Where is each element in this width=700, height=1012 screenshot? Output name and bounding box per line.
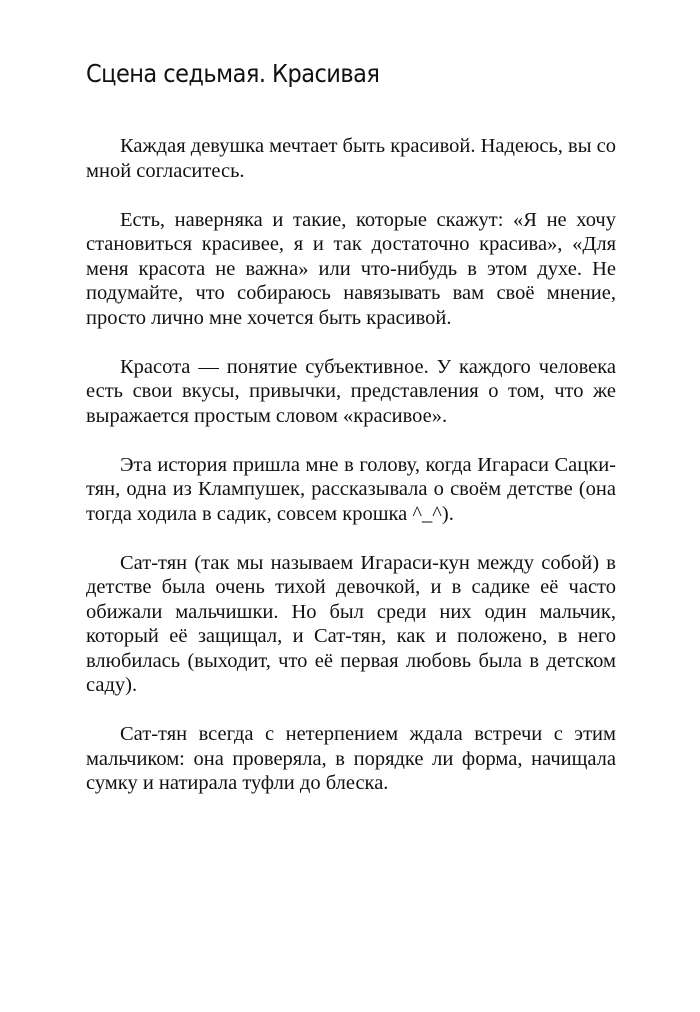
paragraph: Сат-тян всегда с нетерпением ждала встречи с этим мальчиком: она проверяла, в порядке ли форма, начищала сумку и натирала туфли до блеска. <box>86 723 616 794</box>
paragraph: Эта история пришла мне в голову, когда Игараси Сацки-тян, одна из Клампушек, рассказывала о своём детстве (она тогда ходила в садик, совсем крошка ^_^). <box>86 453 616 525</box>
paragraph: Каждая девушка мечтает быть красивой. Надеюсь, вы со мной согласитесь. <box>86 135 616 182</box>
paragraph: Сат-тян (так мы называем Игараси-кун между собой) в детстве была очень тихой девочкой, и в садике её часто обижали мальчишки. Но был среди них один мальчик, который её защищал, и Сат-тян, как и положено, в него влюбилась (выходит, что её первая любовь была в детском саду). <box>86 551 616 696</box>
chapter-body <box>86 134 616 820</box>
paragraph: Красота — понятие субъективное. У каждого человека есть свои вкусы, привычки, представления о том, что же выражается простым словом «красивое». <box>86 355 616 427</box>
paragraph: Есть, наверняка и такие, которые скажут: «Я не хочу становиться красивее, я и так достаточно красива», «Для меня красота не важна» или что-нибудь в этом духе. Не подумайте, что собираюсь навязывать вам своё мнение, просто лично мне хочется быть красивой. <box>86 208 616 329</box>
chapter-title: Сцена седьмая. Красивая <box>86 59 380 88</box>
